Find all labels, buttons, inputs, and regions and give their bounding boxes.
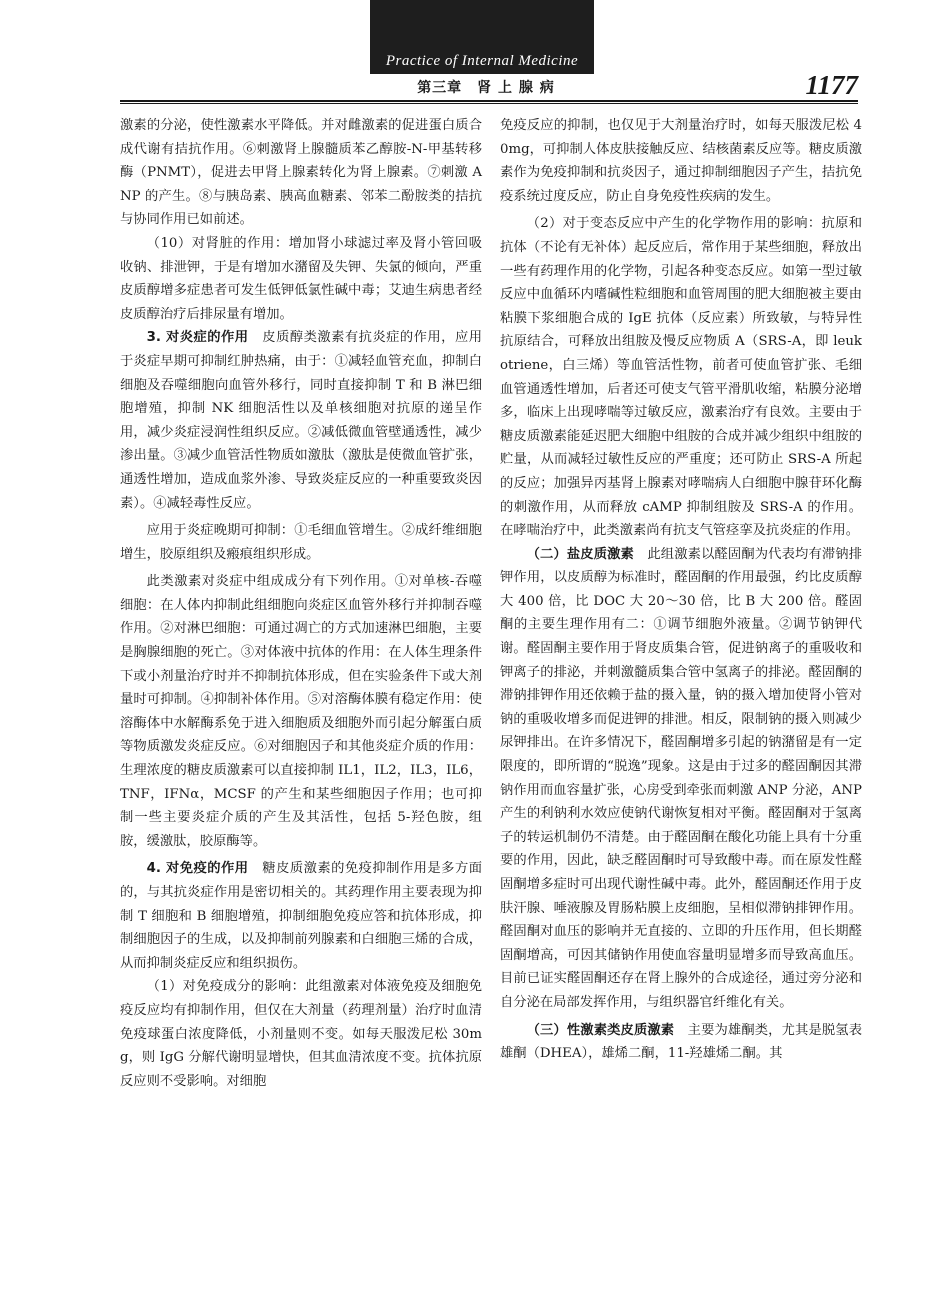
paragraph: [500, 543, 862, 1015]
paragraph-text: 主要为雄酮类，尤其是脱氢表雄酮（DHEA），雄烯二酮，11-羟雄烯二酮。其: [500, 1022, 863, 1062]
section-heading: 3. 对炎症的作用: [146, 330, 249, 346]
paragraph: [120, 857, 482, 975]
paragraph: [120, 326, 482, 515]
paragraph: [500, 212, 862, 542]
header-rule-thin: [120, 103, 858, 104]
paragraph-text: 免疫反应的抑制，也仅见于大剂量治疗时，如每天服泼尼松 40mg，可抑制人体皮肤接触反应、结核菌素反应等。糖皮质激素作为免疫抑制和抗炎因子，通过抑制细胞因子产生，拮抗免疫系统过度反应，防止自身免疫性疾病的发生。: [500, 118, 863, 204]
journal-name: Practice of Internal Medicine: [385, 53, 579, 69]
section-heading: 4. 对免疫的作用: [146, 861, 249, 877]
paragraph: [500, 114, 862, 208]
paragraph: [120, 570, 482, 853]
paragraph-text: 皮质醇类激素有抗炎症的作用，应用于炎症早期可抑制红肿热痛，由于：①减轻血管充血，抑制白细胞及吞噬细胞向血管外移行，同时直接抑制 T 和 B 淋巴细胞增殖，抑制 NK 细胞活性以及单核细胞对抗原的递呈作用，减少炎症浸润性组织反应。②减低微血管壁通透性，减少渗出量。③减少血管活性物质如激肽（激肽是使微血管扩张，通透性增加，造成血浆外渗、导致炎症反应的一种重要致炎因素）。④减轻毒性反应。: [120, 330, 482, 511]
paragraph: [120, 975, 482, 1093]
header-rule: [120, 100, 858, 102]
paragraph-text: 应用于炎症晚期可抑制：①毛细血管增生。②成纤维细胞增生，胶原组织及瘢痕组织形成。: [120, 523, 482, 562]
section-heading: （三）性激素类皮质激素: [526, 1022, 675, 1038]
right-column: [500, 114, 862, 1066]
paragraph-text: 激素的分泌，使性激素水平降低。并对雌激素的促进蛋白质合成代谢有拮抗作用。⑥刺激肾上腺髓质苯乙醇胺-N-甲基转移酶（PNMT），促进去甲肾上腺素转化为肾上腺素。⑦刺激 ANP 的产生。⑧与胰岛素、胰高血糖素、邻苯二酚胺类的拮抗与协同作用已如前述。: [120, 118, 482, 228]
paragraph: [120, 519, 482, 566]
paragraph-text: 此类激素对炎症中组成成分有下列作用。①对单核-吞噬细胞：在人体内抑制此组细胞向炎症区血管外移行并抑制吞噬作用。②对淋巴细胞：可通过凋亡的方式加速淋巴细胞，主要是胸腺细胞的死亡。③对体液中抗体的作用：在人体生理条件下或小剂量治疗时并不抑制抗体形成，但在实验条件下或大剂量时可抑制。④抑制补体作用。⑤对溶酶体膜有稳定作用：使溶酶体中水解酶系免于进入细胞质及细胞外而引起分解蛋白质等物质激发炎症反应。⑥对细胞因子和其他炎症介质的作用：生理浓度的糖皮质激素可以直接抑制 IL1，IL2，IL3，IL6，TNF，IFNα，MCSF 的产生和某些细胞因子作用；也可抑制一些主要炎症介质的产生及其活性，包括 5-羟色胺，组胺，缓激肽，胶原酶等。: [120, 574, 482, 849]
paragraph: [500, 1019, 862, 1066]
paragraph-text: （2）对于变态反应中产生的化学物作用的影响：抗原和抗体（不论有无补体）起反应后，常作用于某些细胞，释放出一些有药理作用的化学物，引起各种变态反应。如第一型过敏反应中血循环内嗜碱性粒细胞和血管周围的肥大细胞被主要由粘膜下浆细胞合成的 IgE 抗体（反应素）所致敏，与特异性抗原结合，可释放出组胺及慢反应物质 A（SRS-A，即 leukotriene，白三烯）等血管活性物，前者可使血管扩张、毛细血管通透性增加，后者还可使支气管平滑肌收缩，粘膜分泌增多，临床上出现哮喘等过敏反应，激素治疗有良效。主要由于糖皮质激素能延迟肥大细胞中组胺的合成并减少组织中组胺的贮量，从而减轻过敏性反应的严重度；还可防止 SRS-A 所起的反应；加强异丙基肾上腺素对哮喘病人白细胞中腺苷环化酶的刺激作用，从而释放 cAMP 抑制组胺及 SRS-A 的作用。在哮喘治疗中，此类激素尚有抗支气管痉挛及抗炎症的作用。: [500, 216, 862, 539]
section-heading: （二）盐皮质激素: [526, 546, 634, 562]
paragraph: [120, 232, 482, 326]
paragraph-text: 此组激素以醛固酮为代表均有滞钠排钾作用，以皮质醇为标准时，醛固酮的作用最强，约比皮质醇大 400 倍，比 DOC 大 20～30 倍，比 B 大 200 倍。醛固酮的主要生理作用有二：①调节细胞外液量。②调节钠钾代谢。醛固酮主要作用于肾皮质集合管，促进钠离子的重吸收和钾离子的排泌，并刺激髓质集合管中氢离子的排泌。醛固酮的滞钠排钾作用还依赖于盐的摄入量，钠的摄入增加使肾小管对钠的重吸收增多而促进钾的排泄。相反，限制钠的摄入则减少尿钾排出。在许多情况下，醛固酮增多引起的钠潴留是有一定限度的，即所谓的“脱逸”现象。这是由于过多的醛固酮因其滞钠作用而血容量扩张，心房受到牵张而刺激 ANP 分泌，ANP 产生的利钠利水效应使钠代谢恢复相对平衡。醛固酮对于氢离子的转运机制仍不清楚。由于醛固酮在酸化功能上具有十分重要的作用，因此，缺乏醛固酮时可导致酸中毒。而在原发性醛固酮增多症时可出现代谢性碱中毒。此外，醛固酮还作用于皮肤汗腺、唾液腺及胃肠粘膜上皮细胞，呈相似滞钠排钾作用。醛固酮对血压的影响并无直接的、立即的升压作用，但长期醛固酮增高，可因其储钠作用使血容量明显增多而导致高血压。目前已证实醛固酮还存在肾上腺外的合成途径，通过旁分泌和自分泌在局部发挥作用，与组织器官纤维化有关。: [500, 546, 863, 1010]
paragraph: [120, 114, 482, 232]
chapter-title: 第三章 肾 上 腺 病: [417, 80, 555, 96]
paragraph-text: （10）对肾脏的作用：增加肾小球滤过率及肾小管回吸收钠、排泄钾，于是有增加水潴留及失钾、失氯的倾向，严重皮质醇增多症患者可发生低钾低氯性碱中毒；艾迪生病患者经皮质醇治疗后排尿量有增加。: [120, 235, 482, 322]
journal-banner: [370, 0, 594, 74]
page-number: 1177: [805, 70, 858, 100]
paragraph-text: （1）对免疫成分的影响：此组激素对体液免疫及细胞免疫反应均有抑制作用，但仅在大剂量（药理剂量）治疗时血清免疫球蛋白浓度降低，小剂量则不变。如每天服泼尼松 30mg，则 IgG 分解代谢明显增快，但其血清浓度不变。抗体抗原反应则不受影响。对细胞: [120, 979, 482, 1089]
paragraph-text: 糖皮质激素的免疫抑制作用是多方面的，与其抗炎症作用是密切相关的。其药理作用主要表现为抑制 T 细胞和 B 细胞增殖，抑制细胞免疫应答和抗体形成，抑制细胞因子的生成，以及抑制前列腺素和白细胞三烯的合成，从而抑制炎症反应和组织损伤。: [120, 861, 482, 971]
left-column: [120, 114, 482, 1093]
